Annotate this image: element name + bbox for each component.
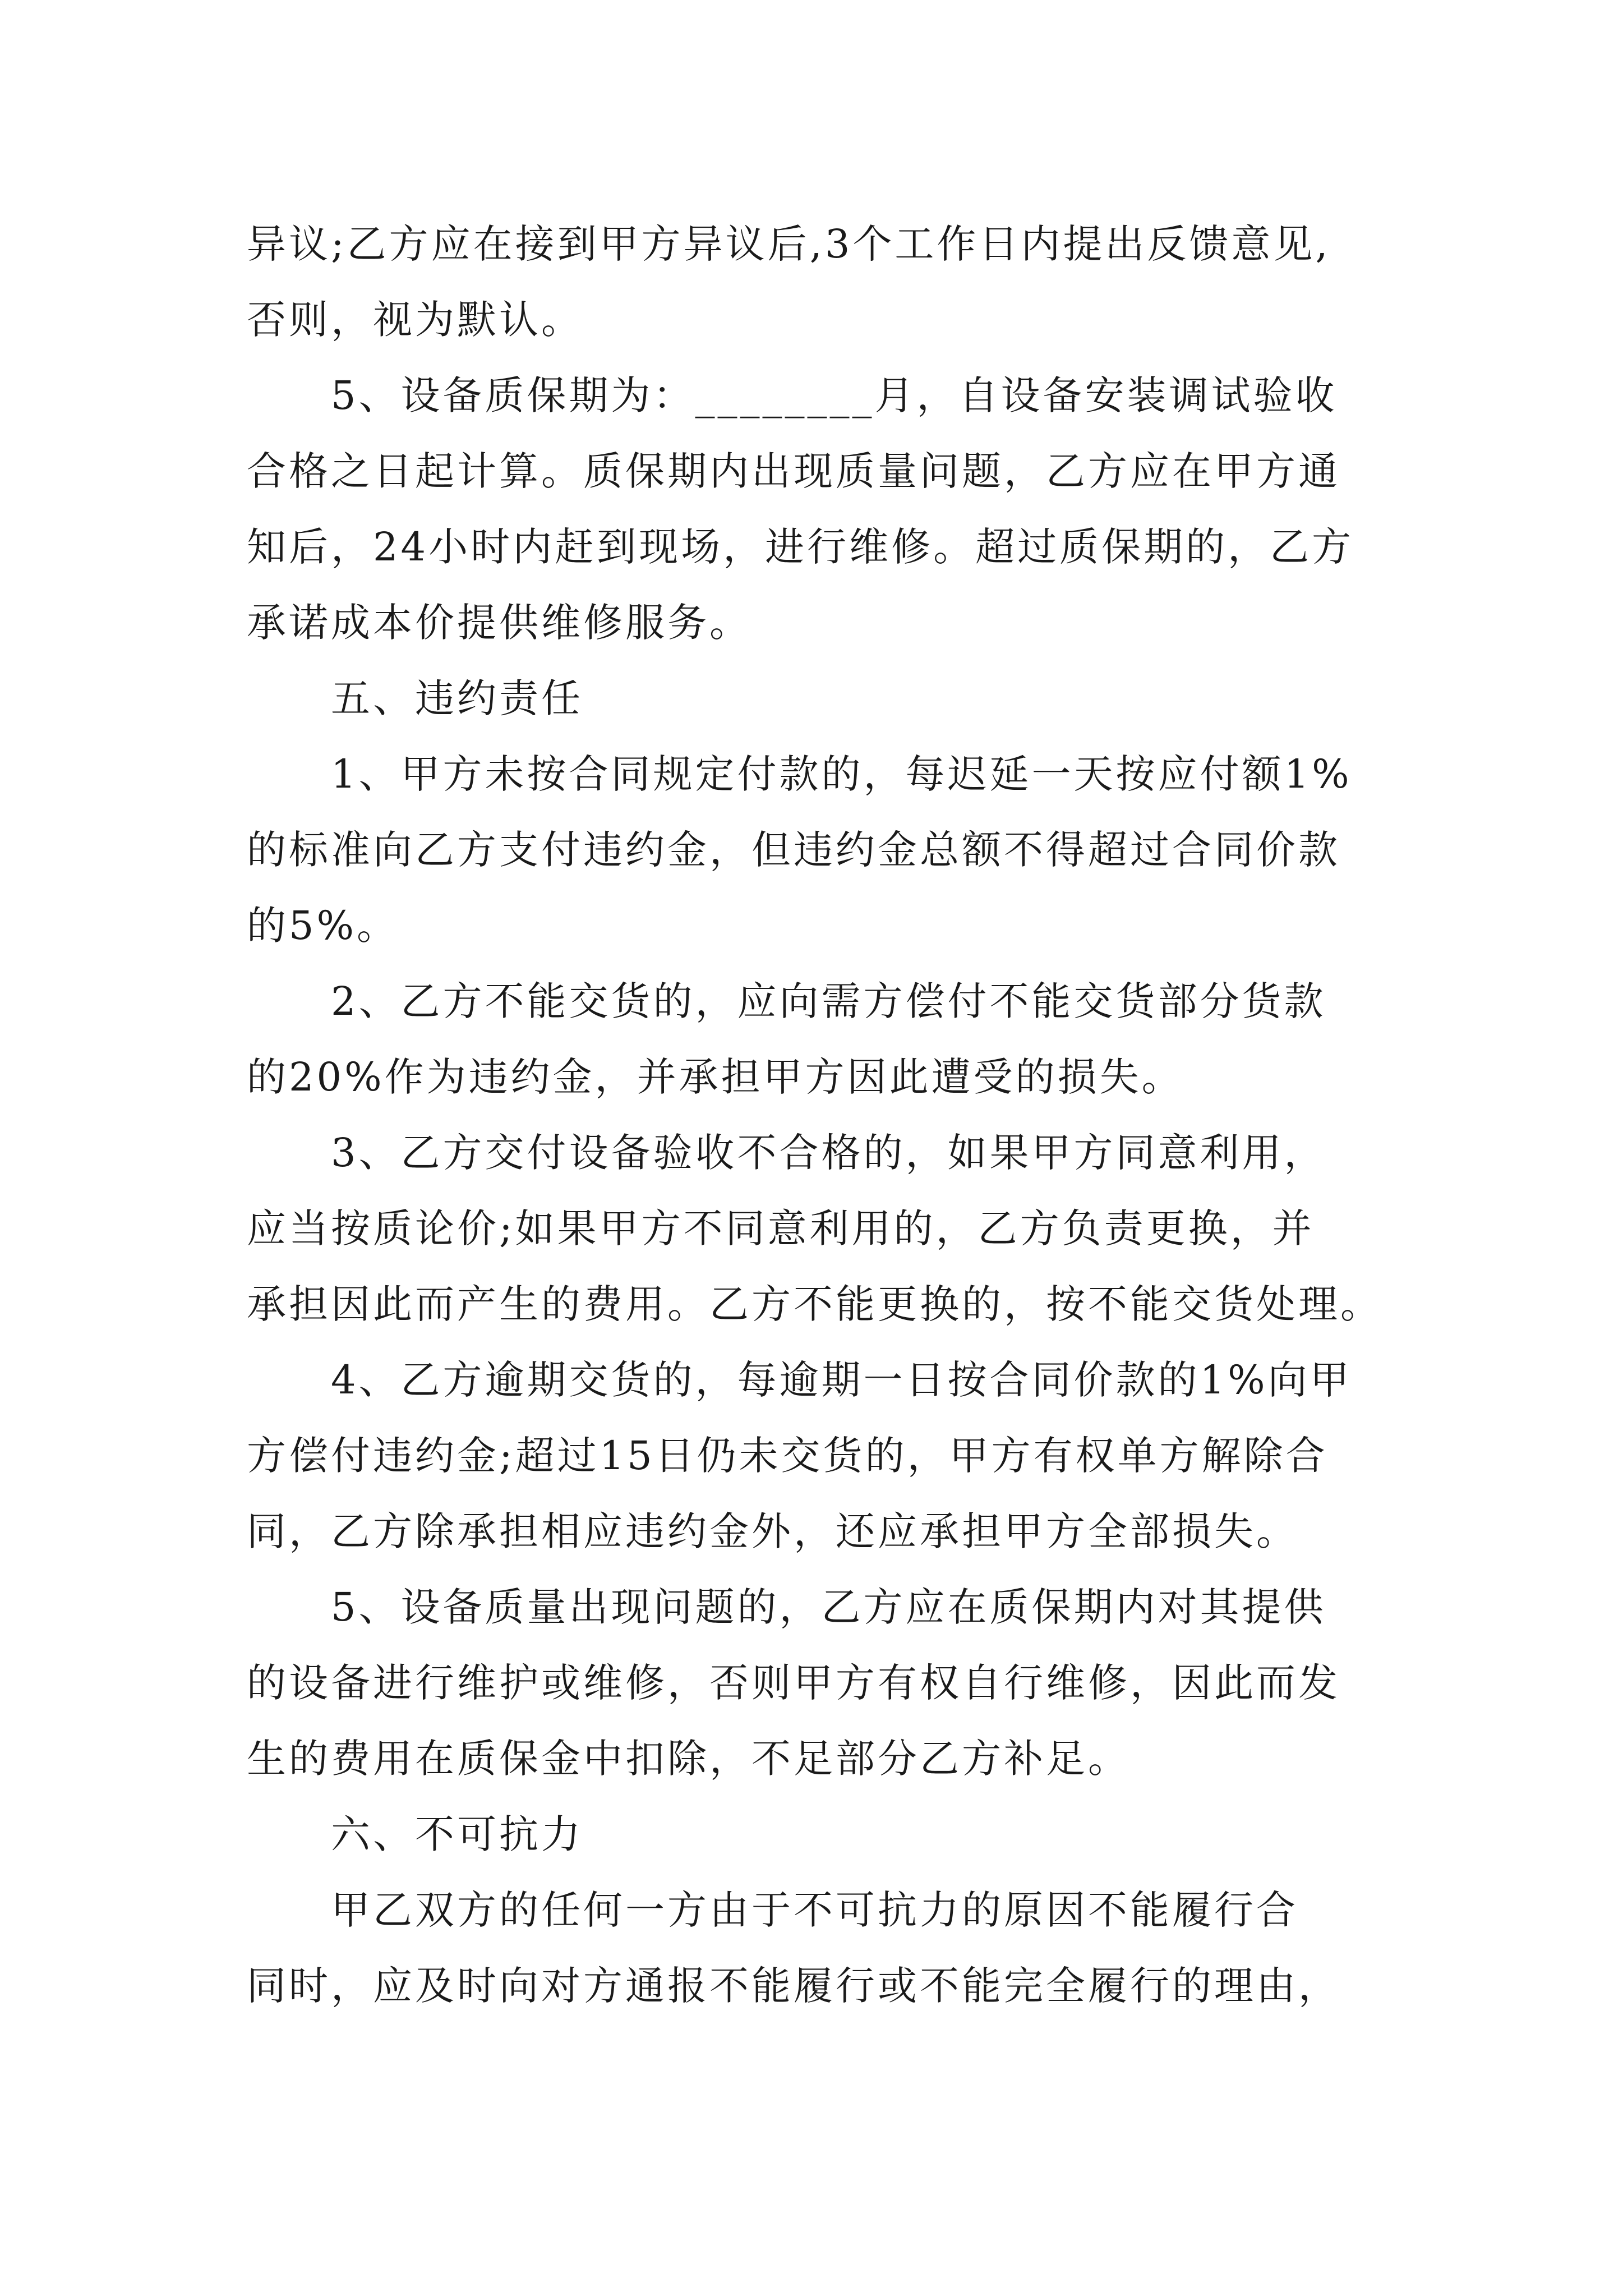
text-line: 5、设备质量出现问题的，乙方应在质保期内对其提供 bbox=[331, 1584, 1326, 1630]
text-line: 同，乙方除承担相应违约金外，还应承担甲方全部损失。 bbox=[247, 1508, 1298, 1554]
text-line: 否则，视为默认。 bbox=[247, 297, 583, 343]
text-line: 承诺成本价提供维修服务。 bbox=[247, 600, 751, 646]
text-line: 合格之日起计算。质保期内出现质量问题，乙方应在甲方通 bbox=[247, 448, 1340, 494]
section-heading: 五、违约责任 bbox=[331, 675, 583, 721]
text-line: 生的费用在质保金中扣除，不足部分乙方补足。 bbox=[247, 1736, 1130, 1782]
text-line: 5、设备质保期为：________月，自设备安装调试验收 bbox=[331, 372, 1338, 418]
text-line: 的5%。 bbox=[247, 903, 399, 949]
section-heading: 六、不可抗力 bbox=[331, 1811, 583, 1857]
text-line: 承担因此而产生的费用。乙方不能更换的，按不能交货处理。 bbox=[247, 1281, 1382, 1327]
text-line: 的20%作为违约金，并承担甲方因此遭受的损失。 bbox=[247, 1054, 1184, 1100]
text-line: 方偿付违约金;超过15日仍未交货的，甲方有权单方解除合 bbox=[247, 1433, 1328, 1479]
text-line: 2、乙方不能交货的，应向需方偿付不能交货部分货款 bbox=[331, 978, 1326, 1024]
text-line: 的设备进行维护或维修，否则甲方有权自行维修，因此而发 bbox=[247, 1660, 1340, 1706]
text-line: 3、乙方交付设备验收不合格的，如果甲方同意利用， bbox=[331, 1130, 1326, 1176]
text-line: 1、甲方未按合同规定付款的，每迟延一天按应付额1% bbox=[331, 751, 1352, 797]
text-line: 应当按质论价;如果甲方不同意利用的，乙方负责更换，并 bbox=[247, 1205, 1315, 1251]
text-line: 知后，24小时内赶到现场，进行维修。超过质保期的，乙方 bbox=[247, 524, 1354, 570]
text-line: 同时，应及时向对方通报不能履行或不能完全履行的理由， bbox=[247, 1963, 1340, 2009]
text-line: 甲乙双方的任何一方由于不可抗力的原因不能履行合 bbox=[331, 1887, 1298, 1933]
text-line: 异议;乙方应在接到甲方异议后,3个工作日内提出反馈意见, bbox=[247, 221, 1331, 267]
text-line: 4、乙方逾期交货的，每逾期一日按合同价款的1%向甲 bbox=[331, 1357, 1352, 1403]
text-line: 的标准向乙方支付违约金，但违约金总额不得超过合同价款 bbox=[247, 827, 1340, 873]
